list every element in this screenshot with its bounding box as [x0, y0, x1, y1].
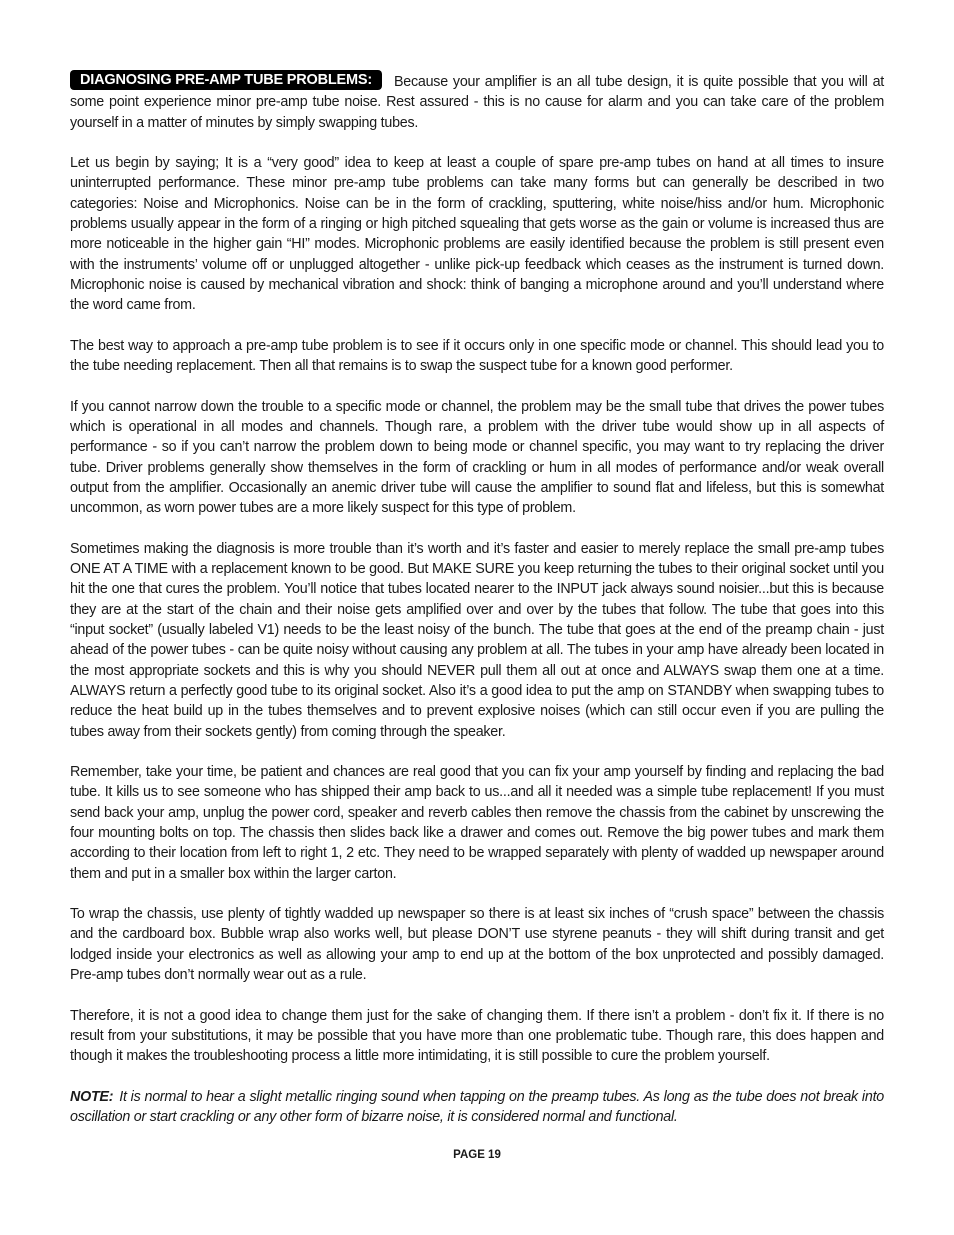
body-paragraph-spare-tubes: Let us begin by saying; It is a “very good” idea to keep at least a couple of spare pre-amp tubes on hand at all times to insure uninterrupted performance. These minor pre-amp tube problems can take many forms but can generally be described in two categories: Noise and Microphonics. Noise can be in the form of crackling, sputtering, white noise/hiss and/or hum. Microphonic problems usually appear in the form of a ringing or high pitched squealing that gets worse as the gain or volume is increased thus are more noticeable in the higher gain “HI” modes. Microphonic problems are easily identified because the problem is still present even with the instruments’ volume off or unplugged altogether - unlike pick-up feedback which ceases as the instrument is turned down. Microphonic noise is caused by mechanical vibration and shock: think of banging a microphone around and you’ll understand where the word came from. — [70, 155, 884, 314]
intro-text: Because your amplifier is an all tube design, it is quite possible that you will at some point experience minor pre-amp tube noise. Rest assured - this is no cause for alarm and you can take care of the problem yourself in a matter of minutes by simply swapping tubes. — [70, 74, 884, 131]
note-paragraph — [70, 1087, 884, 1128]
page-number: PAGE 19 — [453, 1149, 501, 1161]
body-paragraph-shipping: Remember, take your time, be patient and chances are real good that you can fix your amp yourself by finding and replacing the bad tube. It kills us to see someone who has shipped their amp back to us...and all it needed was a simple tube replacement! If you must send back your amp, unplug the power cord, speaker and reverb cables then remove the chassis from the cabinet by unscrewing the four mounting bolts on top. The chassis then slides back like a drawer and comes out. Remove the big power tubes and mark them according to their location from left to right 1, 2 etc. They need to be wrapped separately with plenty of wadded up newspaper around them and put in a smaller box within the larger carton. — [70, 764, 884, 882]
body-paragraph-one-at-a-time: Sometimes making the diagnosis is more trouble than it’s worth and it’s faster and easier to merely replace the small pre-amp tubes ONE AT A TIME with a replacement known to be good. But MAKE SURE you keep returning the tubes to their original socket until you hit the one that cures the problem. You’ll notice that tubes located nearer to the INPUT jack always sound noisier...but this is because they are at the start of the chain and their noise gets amplified over and over by the tubes that follow. The tube that goes into this “input socket” (usually labeled V1) needs to be the least noisy of the bunch. The tube that goes at the end of the preamp chain - just ahead of the power tubes - can be quite noisy without causing any problem at all. The tubes in your amp have already been located in the most appropriate sockets and this is why you should NEVER pull them all out at once and ALWAYS swap them one at a time. ALWAYS return a perfectly good tube to its original socket. Also it’s a good idea to put the amp on STANDBY when swapping tubes to reduce the heat build up in the tubes themselves and to prevent explosive noises (which can still occur even if you are pulling the tubes away from their sockets gently) from coming through the speaker. — [70, 540, 884, 740]
note-label: NOTE: — [70, 1088, 114, 1105]
body-paragraph-substitutions: Therefore, it is not a good idea to change them just for the sake of changing them. If there isn’t a problem - don’t fix it. If there is no result from your substitutions, it may be possible that you have more than one problematic tube. Though rare, this does happen and though it makes the troubleshooting process a little more intimidating, it is still possible to cure the problem yourself. — [70, 1007, 884, 1065]
body-paragraph-driver-tube: If you cannot narrow down the trouble to a specific mode or channel, the problem may be the small tube that drives the power tubes which is operational in all modes and channels. Though rare, a problem with the driver tube would show up in all aspects of performance - so if you can’t narrow the problem down to being mode or channel specific, you may want to try replacing the driver tube. Driver problems generally show themselves in the form of crackling or hum in all modes of performance and/or weak overall output from the amplifier. Occasionally an anemic driver tube will cause the amplifier to sound flat and lifeless, but this is somewhat uncommon, as worn power tubes are a more likely suspect for this type of problem. — [70, 398, 884, 517]
body-paragraph-wrapping: To wrap the chassis, use plenty of tightly wadded up newspaper so there is at least six inches of “crush space” between the chassis and the cardboard box. Bubble wrap also works well, but please DON’T use styrene peanuts - they will shift during transit and get lodged inside your electronics as well as allowing your amp to end up at the bottom of the box unprotected and possibly damaged. Pre-amp tubes don’t normally wear out as a rule. — [70, 906, 884, 984]
note-text: It is normal to hear a slight metallic ringing sound when tapping on the preamp tubes. As long as the tube does not break into oscillation or start crackling or any other form of bizarre noise, it is considered normal and functional. — [70, 1088, 884, 1126]
intro-paragraph — [70, 70, 884, 133]
body-paragraph-approach: The best way to approach a pre-amp tube problem is to see if it occurs only in one specific mode or channel. This should lead you to the tube needing replacement. Then all that remains is to swap the suspect tube for a known good performer. — [70, 337, 884, 375]
page-content — [70, 70, 884, 1148]
section-heading: DIAGNOSING PRE-AMP TUBE PROBLEMS: — [70, 70, 382, 90]
